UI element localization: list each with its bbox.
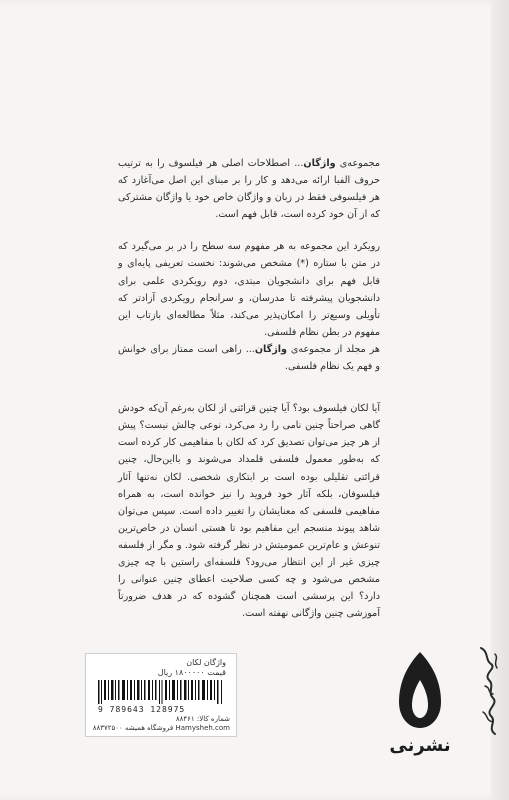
barcode-footer: [92, 715, 230, 733]
barcode-number: 9 789643 128975: [98, 705, 186, 714]
publisher-name: نشرنی: [389, 735, 451, 756]
blurb-p1-rest: ... اصطلاحات اصلی هر فیلسوف را به ترتیب حروف الفبا ارائه می‌دهد و کار را بر مبنای این اصل می‌آغازد که هر فیلسوفی فقط در زبان و واژگان خاص خود یا واژگان مشترکی که از آن خود کرده است، قابل فهم است.: [118, 158, 380, 221]
blurb-p1-start: مجموعه‌ی: [335, 158, 380, 169]
barcode-header: [86, 654, 236, 678]
blurb-paragraph-2: رویکرد این مجموعه به هر مفهوم سه سطح را در بر می‌گیرد که در متن با ستاره (*) مشخص می‌شوند: نخست تعریفی پایه‌ای و قابل فهم برای دانشجویان مبتدی، دوم رویکردی علمی برای دانشجویان پیشرفته تا مدرسان، و سرانجام رویکردی آزادتر که تأویلی وسیع‌تر را امکان‌پذیر می‌کند، مثلاً مطالعه‌ای بازتاب این مفهوم در بطن نظام فلسفی.: [118, 241, 380, 338]
blurb-paragraph-4: آیا لکان فیلسوف بود؟ آیا چنین قرائتی از لکان به‌رغم آن‌که خودش گاهی صراحتاً چنین نامی را رد می‌کرد، نوعی چالش نیست؟ پیش از هر چیز می‌توان تصدیق کرد که لکان با مفاهیمی کار کرده است که به‌طور معمول فلسفی قلمداد می‌شوند و بااین‌حال، چنین قرائتی تقلیلی بوده است بر ابتکاری شخصی. لکان نه‌تنها آثار فیلسوفان، بلکه آثار خود فروید را نیز خوانده است، به همراه مفاهیمی فلسفی که معنایشان را تغییر داده است. سپس می‌توان شاهد پیوند منسجم این مفاهیم بود تا هستی انسان در خاص‌ترین تنوعش و عام‌ترین عمومیتش در نظر گرفته شود. و مگر از فلسفه چیزی غیر از این انتظار می‌رود؟ فلسفه‌ای راستین با چه چیزی مشخص می‌شود و چه کسی صلاحیت اعطای چنین عنوانی را دارد؟ این پرسشی است همچنان گشوده که در هدف ضرورتاً آموزشی چنین واژگانی نهفته است.: [118, 403, 380, 620]
series-name: واژگان: [303, 158, 336, 169]
barcode-sticker: [85, 653, 237, 737]
store-name: Hamysheh.com فروشگاه همیشه ۸۸۳۷۲۵۰۰: [92, 724, 230, 732]
blurb-paragraph-1: [118, 155, 380, 223]
blurb-p3-start: هر مجلد از مجموعه‌ی: [287, 343, 380, 355]
publisher-logo-icon: [395, 650, 445, 730]
series-name: واژگان: [254, 343, 287, 355]
blurb-paragraph-3: [118, 341, 380, 375]
blurb-p3-rest: ... راهی است ممتاز برای خوانش و فهم یک نظام فلسفی.: [118, 343, 380, 373]
product-code: شماره کالا: ۸۸۴۶۱: [175, 715, 230, 723]
barcode-bars-icon: [98, 680, 224, 704]
barcode-book-title: واژگان لکان: [186, 658, 226, 667]
barcode-price: قیمت ۱۸۰۰۰۰۰ ریال: [157, 668, 226, 677]
handwritten-signature-icon: [475, 640, 505, 740]
blurb-text: [118, 155, 380, 622]
